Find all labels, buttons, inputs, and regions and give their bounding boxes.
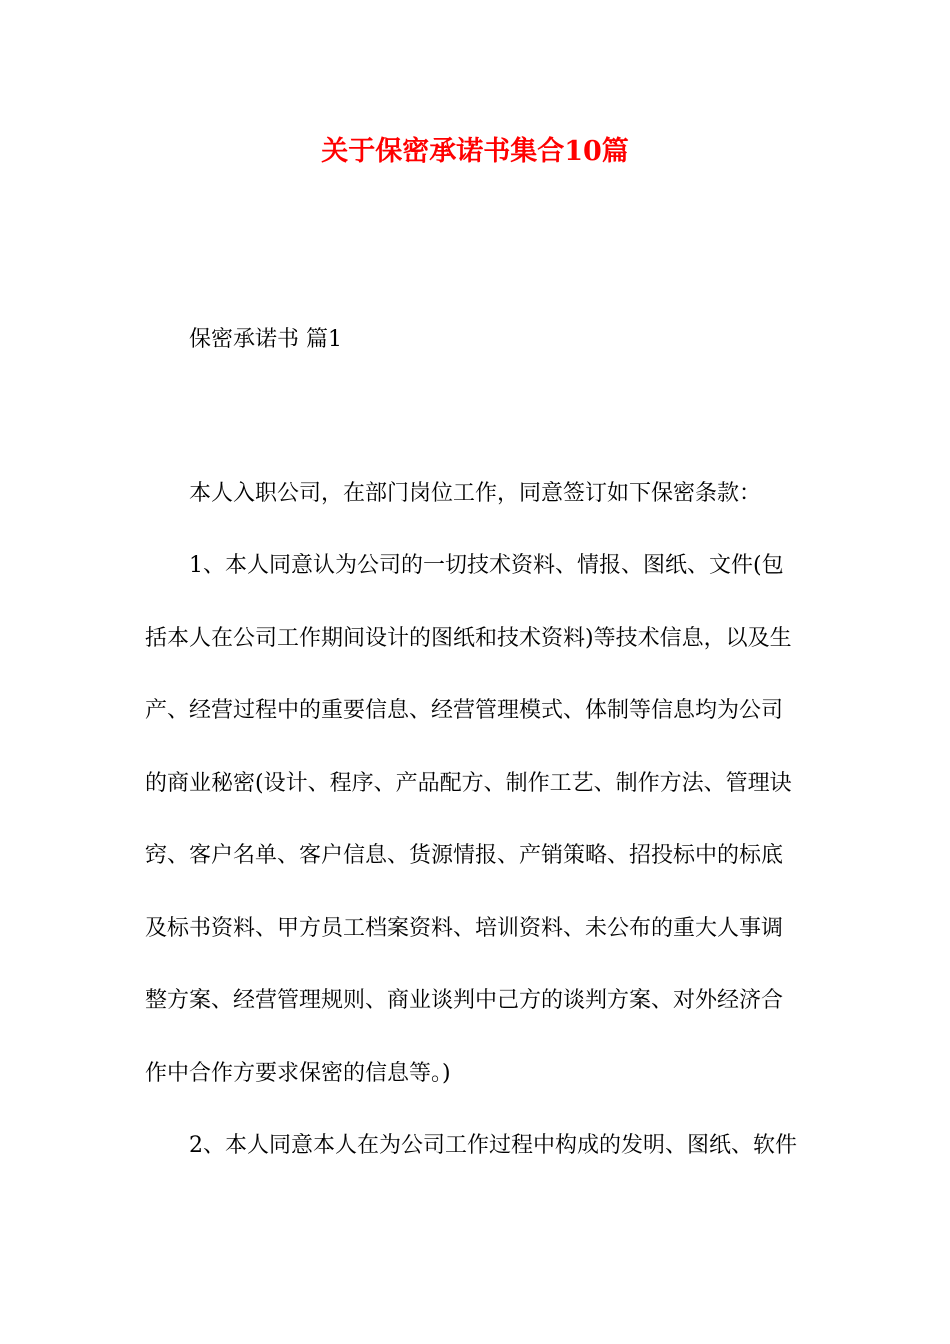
paragraph-line: 括本人在公司工作期间设计的图纸和技术资料)等技术信息，以及生	[145, 626, 792, 651]
paragraph-line: 本人入职公司，在部门岗位工作，同意签订如下保密条款：	[189, 481, 762, 506]
paragraph-line: 窍、客户名单、客户信息、货源情报、产销策略、招投标中的标底	[145, 843, 784, 868]
paragraph-line: 及标书资料、甲方员工档案资料、培训资料、未公布的重大人事调	[145, 916, 784, 941]
paragraph-line: 作中合作方要求保密的信息等。)	[145, 1061, 451, 1086]
section-heading: 保密承诺书 篇1	[189, 327, 342, 352]
paragraph-line: 的商业秘密(设计、程序、产品配方、制作工艺、制作方法、管理诀	[145, 771, 792, 796]
paragraph-line: 整方案、经营管理规则、商业谈判中己方的谈判方案、对外经济合	[145, 988, 784, 1013]
paragraph-line: 1、本人同意认为公司的一切技术资料、情报、图纸、文件(包	[189, 553, 784, 578]
paragraph-line: 产、经营过程中的重要信息、经营管理模式、体制等信息均为公司	[145, 698, 784, 723]
paragraph-line: 2、本人同意本人在为公司工作过程中构成的发明、图纸、软件	[189, 1133, 797, 1158]
document-title: 关于保密承诺书集合10篇	[321, 136, 629, 167]
